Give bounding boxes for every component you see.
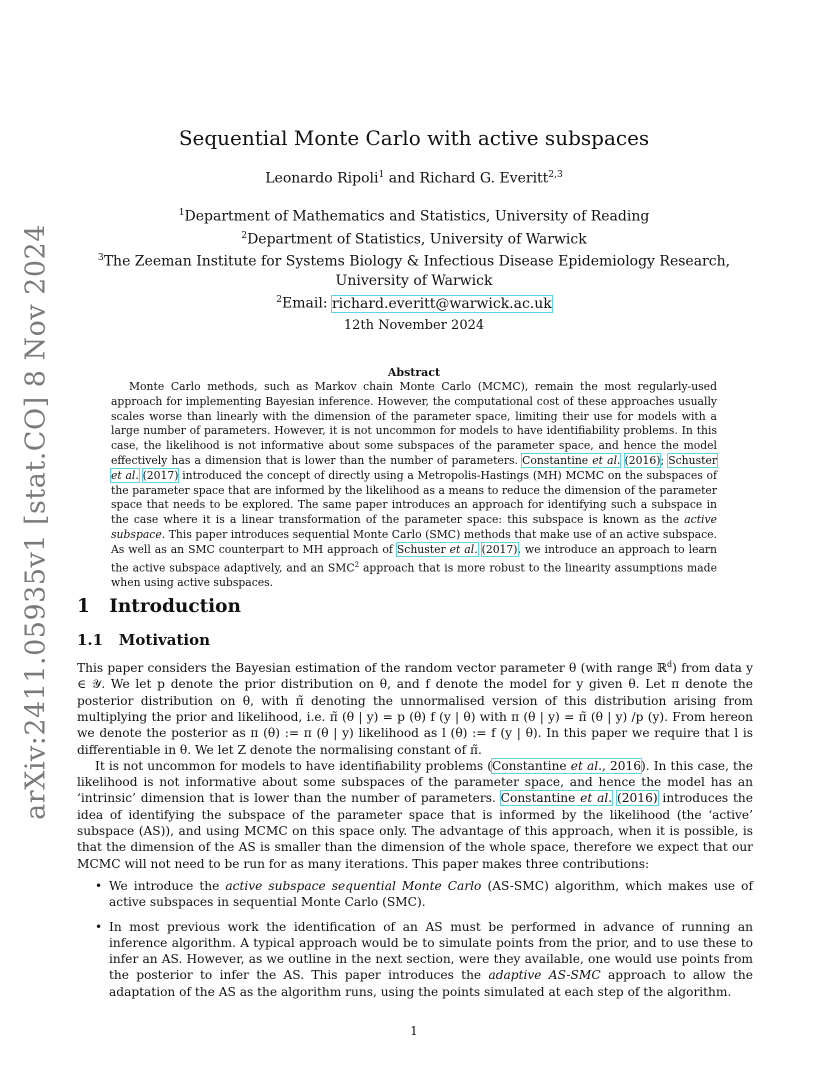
citation-year-2017-b[interactable]: (2017) [481, 542, 518, 556]
authors: Leonardo Ripoli$^1$ and Richard G. Everitt$^{2,3}$ [265, 170, 563, 187]
citation-schuster-2017[interactable]: Schuster et al. [111, 453, 717, 482]
email-line: $^2$Email: richard.everitt@warwick.ac.uk [276, 294, 552, 312]
affiliation-3-cont: University of Warwick [335, 272, 493, 289]
paper-title: Sequential Monte Carlo with active subspaces [178, 126, 650, 150]
contributions-list [77, 878, 753, 1000]
affiliation-1: $^1$Department of Mathematics and Statistics, University of Reading [178, 208, 650, 225]
arxiv-stamp: arXiv:2411.05935v1 [stat.CO] 8 Nov 2024 [20, 224, 52, 820]
subsection-heading-motivation: 1.1 Motivation [77, 631, 210, 649]
list-item: • We introduce the active subspace sequential Monte Carlo (AS-SMC) algorithm, which makes use of active subspaces in sequential Monte Carlo (SMC). [109, 878, 753, 911]
citation-year-2017[interactable]: (2017) [142, 468, 179, 482]
affiliation-3: $^3$The Zeeman Institute for Systems Biology & Infectious Disease Epidemiology Research, [97, 253, 731, 270]
page-number: 1 [410, 1024, 418, 1038]
date: 12th November 2024 [343, 318, 485, 333]
abstract [111, 380, 717, 591]
citation-constantine-2016-body[interactable]: Constantine et al., 2016 [492, 758, 642, 773]
author-1: Leonardo Ripoli [265, 170, 379, 187]
citation-constantine-2016[interactable]: Constantine et al. [522, 453, 621, 467]
affiliation-2: $^2$Department of Statistics, University of Warwick [241, 230, 587, 248]
citation-year-2016[interactable]: (2016) [624, 453, 661, 467]
affiliations [0, 204, 828, 314]
body-text [77, 657, 753, 1008]
author-2: Richard G. Everitt [419, 170, 549, 187]
section-heading-introduction: 1 Introduction [77, 596, 241, 617]
citation-constantine-2016-body-b[interactable]: Constantine et al. [500, 791, 613, 806]
citation-schuster-2017-b[interactable]: Schuster et al. [396, 542, 478, 556]
email-link[interactable]: richard.everitt@warwick.ac.uk [331, 295, 552, 312]
paragraph-2: It is not uncommon for models to have identifiability problems (Constantine et al., 2016). In this case, the likelihood is not informative about some subspaces of the parameter space, and hence the model has an ‘intrinsic’ dimension that is lower than the number of parameters. Constantine et al. (2016) introduces the idea of identifying the subspace of the parameter space that is informed by the likelihood (the ‘active’ subspace (AS)), and using MCMC on this space only. The advantage of this approach, when it is possible, is that the dimension of the AS is smaller than the dimension of the whole space, therefore we expect that our MCMC will not need to be run for as many iterations. This paper makes three contributions: [77, 758, 754, 871]
abstract-text: Monte Carlo methods, such as Markov chain Monte Carlo (MCMC), remain the most regularly-used approach for implementing Bayesian inference. However, the computational cost of these approaches usually scales worse than linearly with the dimension of the parameter space, limiting their use for models with a large number of parameters. However, it is not uncommon for models to have identifiability problems. In this case, the likelihood is not informative about some subspaces of the parameter space, and hence the model effectively has a dimension that is lower than the number of parameters. Constantine et al. (2016); Schuster et al. (2017) introduced the concept of directly using a Metropolis-Hastings (MH) MCMC on the subspaces of the parameter space that are informed by the likelihood as a means to reduce the dimension of the parameter space that needs to be explored. The same paper introduces an approach for identifying such a subspace in the case where it is a linear transformation of the parameter space: this subspace is known as the active subspace. This paper introduces sequential Monte Carlo (SMC) methods that make use of an active subspace. As well as an SMC counterpart to MH approach of Schuster et al. (2017), we introduce an approach to learn the active subspace adaptively, and an SMC$^2$ approach that is more robust to the linearity assumptions made when using active subspaces. [111, 380, 718, 589]
list-item: • In most previous work the identification of an AS must be performed in advance of running an inference algorithm. A typical approach would be to simulate points from the prior, and to use these to infer an AS. However, as we outline in the next section, were they available, one would use points from the posterior to infer the AS. This paper introduces the adaptive AS-SMC approach to allow the adaptation of the AS as the algorithm runs, using the points simulated at each step of the algorithm. [109, 919, 753, 1000]
paragraph-1: This paper considers the Bayesian estimation of the random vector parameter θ (with range ℝ$^d$) from data y ∈ 𝒴. We let p denote the prior distribution on θ, and f denote the model for y given θ. Let π denote the posterior distribution on θ, with π̃ denoting the unnormalised version of this distribution arising from multiplying the prior and likelihood, i.e. π̃ (θ | y) = p (θ) f (y | θ) with π (θ | y) = π̃ (θ | y) /p (y). From hereon we denote the posterior as π (θ) := π (θ | y) likelihood as l (θ) := f (y | θ). In this paper we require that l is differentiable in θ. We let Z denote the normalising constant of π̃. [77, 660, 753, 757]
abstract-heading: Abstract [387, 366, 441, 379]
citation-year-2016-body[interactable]: (2016) [617, 791, 658, 806]
